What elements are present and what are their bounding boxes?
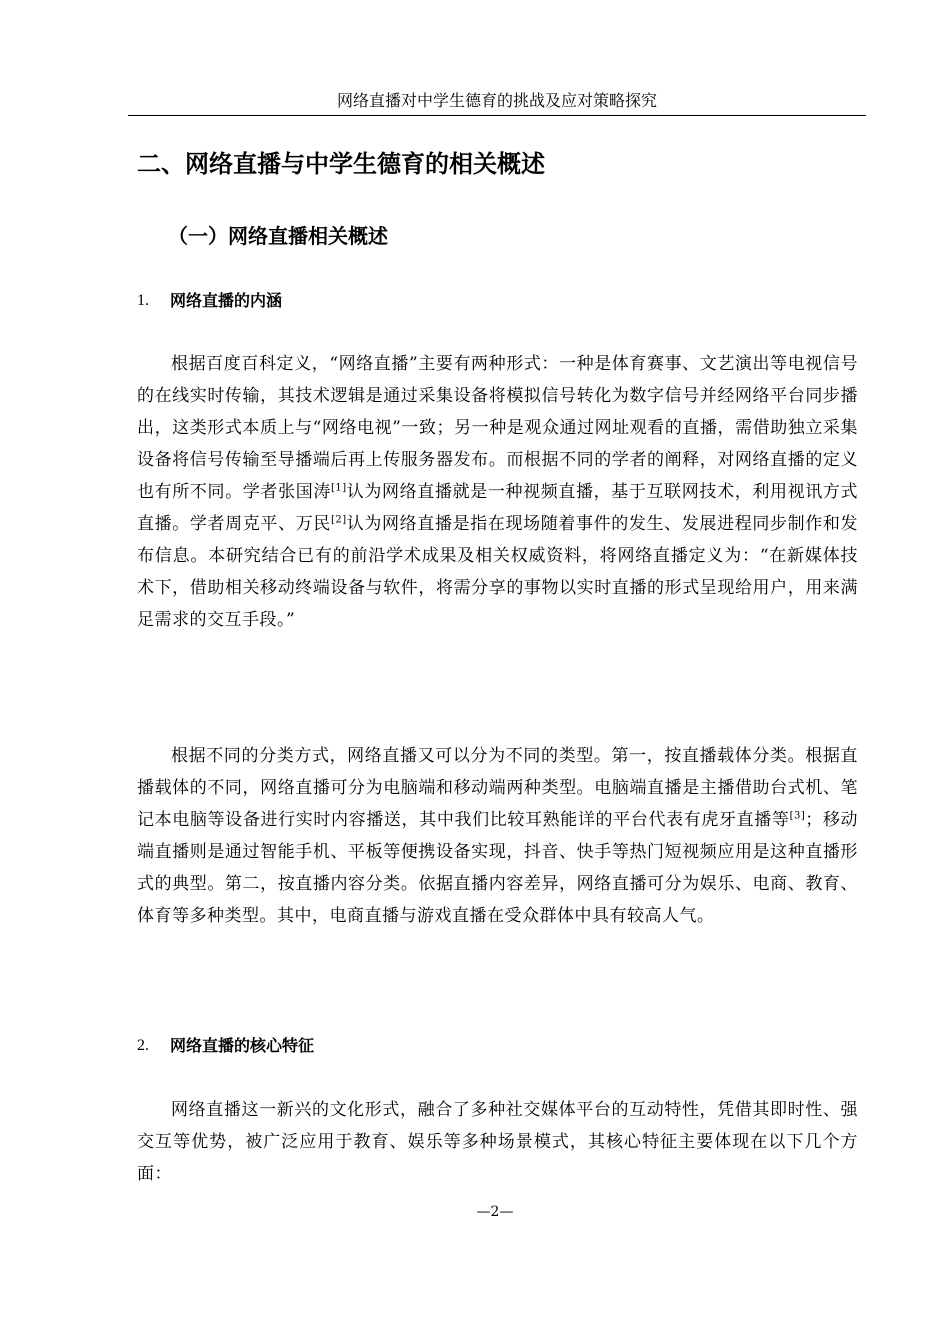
subsection-number-1: 1. — [137, 292, 149, 309]
citation-1: [1] — [330, 482, 347, 494]
subsection-heading-1 — [137, 289, 282, 313]
running-header: 网络直播对中学生德育的挑战及应对策略探究 — [336, 91, 657, 110]
page-number: —2— — [476, 1204, 514, 1220]
subsection-heading-2 — [137, 1034, 314, 1058]
header-rule — [128, 115, 866, 116]
paragraph-classification — [137, 740, 858, 932]
paragraph-definition-part-b: 认为网络直播就是一种视频直播，基于互联网技术，利用视讯方式直播。学者周克平、万民 — [137, 482, 859, 534]
chapter-title: 二、网络直播与中学生德育的相关概述 — [137, 150, 545, 178]
subsection-number-2: 2. — [137, 1037, 149, 1054]
section-title: （一）网络直播相关概述 — [168, 224, 388, 248]
paragraph-definition — [137, 348, 858, 636]
paragraph-definition-part-a: 根据百度百科定义，“网络直播”主要有两种形式：一种是体育赛事、文艺演出等电视信号的在线实时传输，其技术逻辑是通过采集设备将模拟信号转化为数字信号并经网络平台同步播出，这类形式本质上与“网络电视”一致；另一种是观众通过网址观看的直播，需借助独立采集设备将信号传输至导播端后再上传服务器发布。而根据不同的学者的阐释，对网络直播的定义也有所不同。学者张国涛 — [137, 354, 858, 502]
subsection-title-2: 网络直播的核心特征 — [170, 1036, 315, 1055]
paragraph-classification-part-b: ；移动端直播则是通过智能手机、平板等便携设备实现，抖音、快手等热门短视频应用是这种直播形式的典型。第二，按直播内容分类。依据直播内容差异，网络直播可分为娱乐、电商、教育、体育等多种类型。其中，电商直播与游戏直播在受众群体中具有较高人气。 — [137, 810, 859, 926]
paragraph-core-features: 网络直播这一新兴的文化形式，融合了多种社交媒体平台的互动特性，凭借其即时性、强交互等优势，被广泛应用于教育、娱乐等多种场景模式，其核心特征主要体现在以下几个方面： — [137, 1100, 858, 1184]
paragraph-classification-part-a: 根据不同的分类方式，网络直播又可以分为不同的类型。第一，按直播载体分类。根据直播载体的不同，网络直播可分为电脑端和移动端两种类型。电脑端直播是主播借助台式机、笔记本电脑等设备进行实时内容播送，其中我们比较耳熟能详的平台代表有虎牙直播等 — [137, 746, 858, 830]
citation-3: [3] — [789, 810, 806, 822]
paragraph-definition-part-c: 认为网络直播是指在现场随着事件的发生、发展进程同步制作和发布信息。本研究结合已有的前沿学术成果及相关权威资料，将网络直播定义为：“在新媒体技术下，借助相关移动终端设备与软件，将需分享的事物以实时直播的形式呈现给用户，用来满足需求的交互手段。” — [137, 514, 859, 630]
citation-2: [2] — [330, 514, 347, 526]
subsection-title-1: 网络直播的内涵 — [170, 291, 283, 310]
